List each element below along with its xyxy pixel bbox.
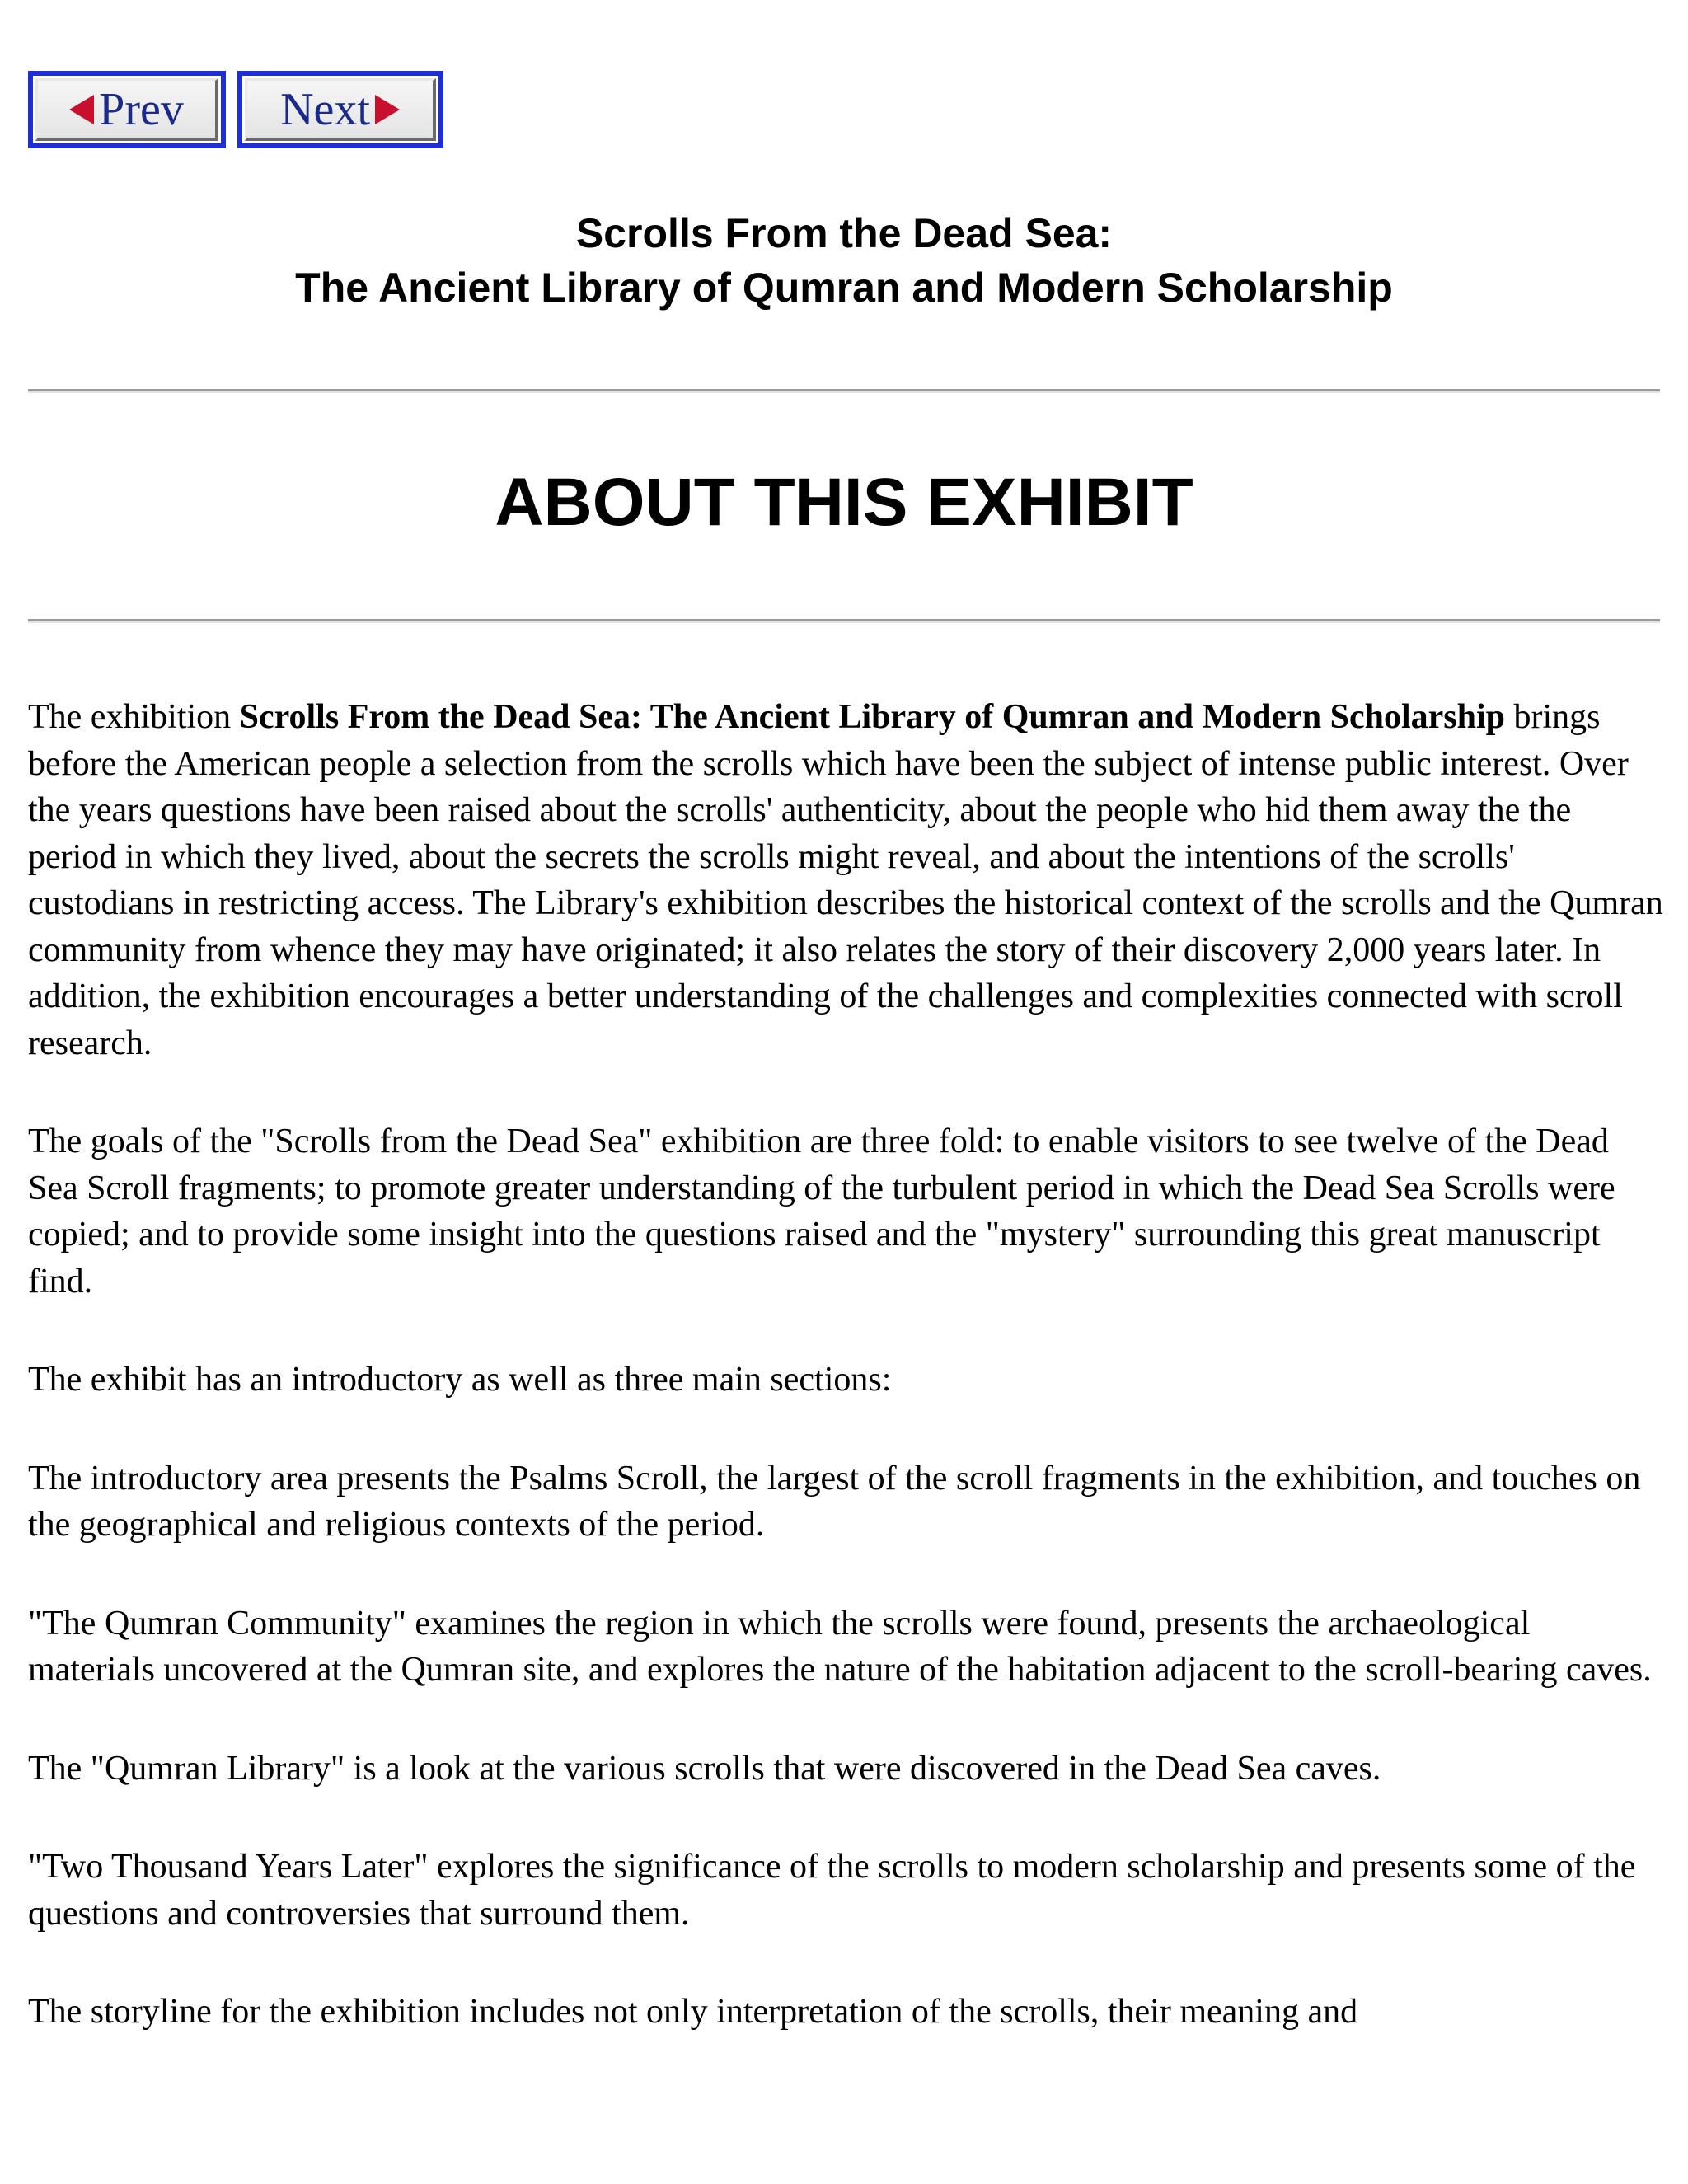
prev-button[interactable] bbox=[28, 71, 226, 148]
next-button[interactable] bbox=[237, 71, 443, 148]
article-body bbox=[28, 694, 1664, 2088]
exhibit-title-line1: Scrolls From the Dead Sea: bbox=[575, 210, 1113, 256]
bottom-divider bbox=[28, 619, 1660, 623]
top-divider bbox=[28, 389, 1660, 393]
qumran-community-paragraph: "The Qumran Community" examines the region in which the scrolls were found, presents the archaeological materials uncovered at the Qumran site, and explores the nature of the habitation adjacent to the scroll-bearing caves. bbox=[28, 1604, 1652, 1689]
exhibit-title-line2: The Ancient Library of Qumran and Modern Scholarship bbox=[295, 265, 1393, 311]
introductory-area-paragraph: The introductory area presents the Psalms Scroll, the largest of the scroll fragments in the exhibition, and touches on the geographical and religious contexts of the period. bbox=[28, 1459, 1641, 1544]
exhibition-name: Scrolls From the Dead Sea: The Ancient Library of Qumran and Modern Scholarship bbox=[239, 698, 1506, 736]
prev-label: Prev bbox=[99, 83, 184, 135]
arrow-right-icon bbox=[375, 95, 400, 124]
next-button-face bbox=[245, 78, 436, 141]
arrow-left-icon bbox=[69, 95, 94, 124]
page-title: ABOUT THIS EXHIBIT bbox=[495, 465, 1193, 540]
intro-body-text: brings before the American people a selection from the scrolls which have been the subject of intense public interest. Over the years questions have been raised about the scrolls' authenticity, about the people who hid them away the the period in which they lived, about the secrets the scrolls might reveal, and about the intentions of the scrolls' custodians in restricting access. The Library's exhibition describes the historical context of the scrolls and the Qumran community from whence they may have originated; it also relates the story of their discovery 2,000 years later. In addition, the exhibition encourages a better understanding of the challenges and complexities connected with scroll research. bbox=[28, 698, 1663, 1062]
goals-paragraph: The goals of the "Scrolls from the Dead Sea" exhibition are three fold: to enable visitors to see twelve of the Dead Sea Scroll fragments; to promote greater understanding of the turbulent period in which the Dead Sea Scrolls were copied; and to provide some insight into the questions raised and the "mystery" surrounding this great manuscript find. bbox=[28, 1122, 1615, 1301]
intro-paragraph bbox=[28, 694, 1664, 1066]
intro-lead-text: The exhibition bbox=[28, 698, 240, 736]
prev-button-face bbox=[35, 78, 218, 141]
qumran-library-paragraph: The "Qumran Library" is a look at the various scrolls that were discovered in the Dead Sea caves. bbox=[28, 1749, 1381, 1788]
next-label: Next bbox=[280, 83, 370, 135]
page-navigation bbox=[28, 71, 443, 148]
storyline-paragraph: The storyline for the exhibition includes not only interpretation of the scrolls, their meaning and bbox=[28, 1993, 1358, 2031]
two-thousand-years-paragraph: "Two Thousand Years Later" explores the significance of the scrolls to modern scholarship and presents some of the questions and controversies that surround them. bbox=[28, 1848, 1636, 1933]
exhibit-title bbox=[0, 206, 1688, 315]
sections-intro-paragraph: The exhibit has an introductory as well as three main sections: bbox=[28, 1361, 892, 1399]
